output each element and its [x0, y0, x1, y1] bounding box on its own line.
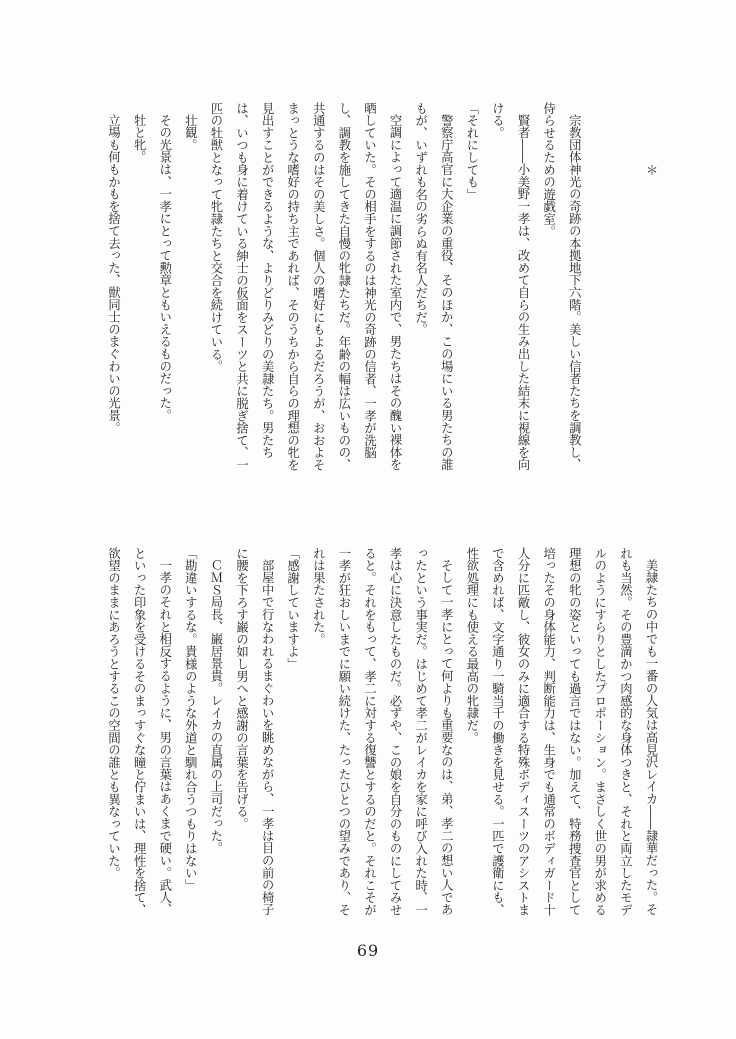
upper-text-block: [100, 102, 663, 470]
text-line: 「それにしても」: [464, 102, 479, 201]
text-line: 立場も何もかもを捨て去った、獣同士のまぐわいの光景。: [106, 114, 121, 435]
text-line: 「勘違いするな。貴様のような外道と馴れ合うつもりはない」: [183, 547, 198, 892]
text-line: 部屋中で行なわれるまぐわいを眺めながら、一孝は目の前の椅子: [260, 559, 275, 916]
text-line: 性欲処理にも使える最高の牝隷だ。: [464, 547, 479, 744]
text-line: まっとうな嗜好の持ち主であれば、そのうちから自らの理想の牝を: [285, 102, 300, 471]
text-line: し、調教を施してきた自慢の牝隷たちだ。年齢の幅は広いものの、: [336, 102, 351, 471]
text-line: といった印象を受けるそのまっすぐな瞳と佇まいは、理性を捨て、: [132, 547, 147, 916]
text-line: 「感謝していますよ」: [285, 547, 300, 670]
text-line: もが、いずれも名の劣らぬ有名人だちだ。: [413, 102, 428, 336]
text-line: そして一孝にとって何よりも重要なのは、弟、孝二の想い人であ: [439, 559, 454, 916]
text-line: 空調によって適温に調節された室内で、男たちはその醜い裸体を: [388, 114, 403, 471]
text-line: 美隷たちの中でも一番の人気は高見沢レイカ――隷華だった。そ: [644, 559, 658, 916]
text-line: 欲望のままにあろうとするこの空間の誰とも異なっていた。: [106, 547, 121, 880]
section-separator: ＊: [644, 164, 658, 177]
text-line: れも当然。その豊満かつ肉感的な身体つきと、それと両立したモデ: [618, 547, 633, 916]
text-line: 宗教団体神光の奇跡の本拠地下六階。美しい信者たちを調教し、: [567, 114, 582, 471]
text-line: 培ったその身体能力、判断能力は、生身でも通常のボディガード十: [541, 547, 556, 916]
text-line: 侍らせるための遊戯室。: [541, 102, 556, 238]
text-line: れは果たされた。: [311, 547, 326, 646]
text-line: 人分に匹敵し、彼女のみに適合する特殊ボディスーツのアシストま: [516, 547, 531, 916]
text-line: 晒していた。その相手をするのは神光の奇跡の信者、一孝が洗脳: [362, 102, 377, 459]
text-line: ける。: [490, 102, 505, 139]
text-line: ると。それをもって、孝二に対する復讐とするのだと。それこそが: [362, 547, 377, 916]
text-line: 牡と牝。: [132, 114, 147, 164]
text-line: ったという事実だ。はじめて孝二がレイカを家に呼び入れた時、一: [413, 547, 428, 916]
text-line: は、いつも身に着けている紳士の仮面をスーツと共に脱ぎ捨て、一: [234, 102, 249, 471]
text-line: 壮観。: [183, 114, 198, 152]
text-line: 一孝が狂おしいまでに願い続けた、たったひとつの望みであり、そ: [336, 547, 351, 916]
lower-text-block: [100, 547, 663, 915]
text-line: で含めれば、文字通り一騎当千の働きを見せる。一匹で護衛にも、: [490, 547, 505, 916]
text-line: に腰を下ろす巌の如し男へと感謝の言葉を告げる。: [234, 547, 249, 830]
text-line: 理想の牝の姿といっても過言ではない。加えて、特務捜査官として: [567, 547, 582, 916]
text-line: 賢者――小美野一孝は、改めて自らの生み出した結末に視線を向: [516, 114, 531, 471]
text-line: ＣＭＳ局長、巌居景貴。レイカの直属の上司だった。: [208, 559, 223, 855]
text-line: 見出すことができるような、よりどりみどりの美隷たち。男たち: [260, 102, 275, 459]
text-line: 警察庁高官に大企業の重役、そのほか、この場にいる男たちの誰: [439, 114, 454, 471]
text-line: ルのようにすらりとしたプロポーション。まさしく世の男が求める: [592, 547, 607, 916]
page-number: 69: [356, 941, 380, 960]
text-line: 孝は心に決意したものだ。必ずや、この娘を自分のものにしてみせ: [388, 547, 403, 916]
text-line: 一孝のそれと相反するように、男の言葉はあくまで硬い。武人、: [157, 559, 172, 916]
text-line: 共通するのはその美しさ。個人の嗜好にもよるだろうが、おおよそ: [311, 102, 326, 471]
text-line: 匹の牡獣となって牝隷たちと交合を続けている。: [208, 102, 223, 373]
text-line: その光景は、一孝にとって勲章ともいえるものだった。: [157, 114, 172, 422]
